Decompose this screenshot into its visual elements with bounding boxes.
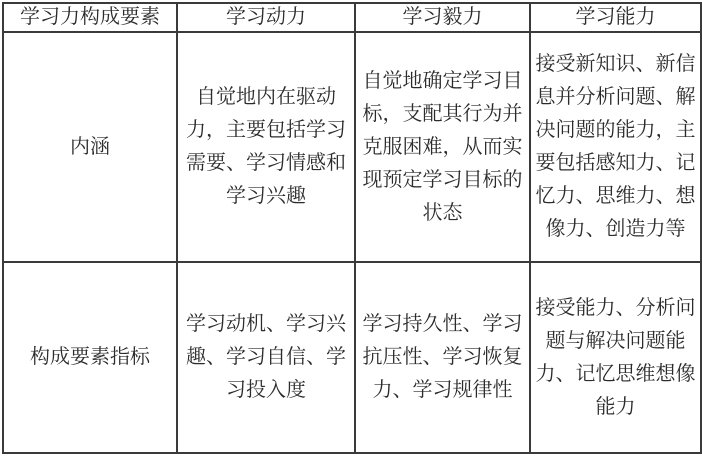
- header-cell-components: 学习力构成要素: [3, 3, 177, 32]
- table-cell-motivation-connotation: 自觉地内在驱动力，主要包括学习需要、学习情感和学习兴趣: [177, 32, 355, 262]
- table-cell-motivation-indicators: 学习动机、学习兴趣、学习自信、学习投入度: [177, 262, 355, 453]
- table-cell-perseverance-connotation: 自觉地确定学习目标，支配其行为并克服困难，从而实现预定学习目标的状态: [355, 32, 530, 262]
- row-label-cell: 构成要素指标: [3, 262, 177, 453]
- table-cell-ability-indicators: 接受能力、分析问题与解决问题能力、记忆思维想像能力: [530, 262, 701, 453]
- table-row-indicators: [3, 262, 701, 453]
- row-label-cell: 内涵: [3, 32, 177, 262]
- header-cell-ability: 学习能力: [530, 3, 701, 32]
- header-row: [3, 3, 701, 32]
- table-row-connotation: [3, 32, 701, 262]
- table-cell-perseverance-indicators: 学习持久性、学习抗压性、学习恢复力、学习规律性: [355, 262, 530, 453]
- table-cell-ability-connotation: 接受新知识、新信息并分析问题、解决问题的能力，主要包括感知力、记忆力、思维力、想像力、创造力等: [530, 32, 701, 262]
- learning-power-table: [2, 2, 702, 454]
- header-cell-perseverance: 学习毅力: [355, 3, 530, 32]
- header-cell-motivation: 学习动力: [177, 3, 355, 32]
